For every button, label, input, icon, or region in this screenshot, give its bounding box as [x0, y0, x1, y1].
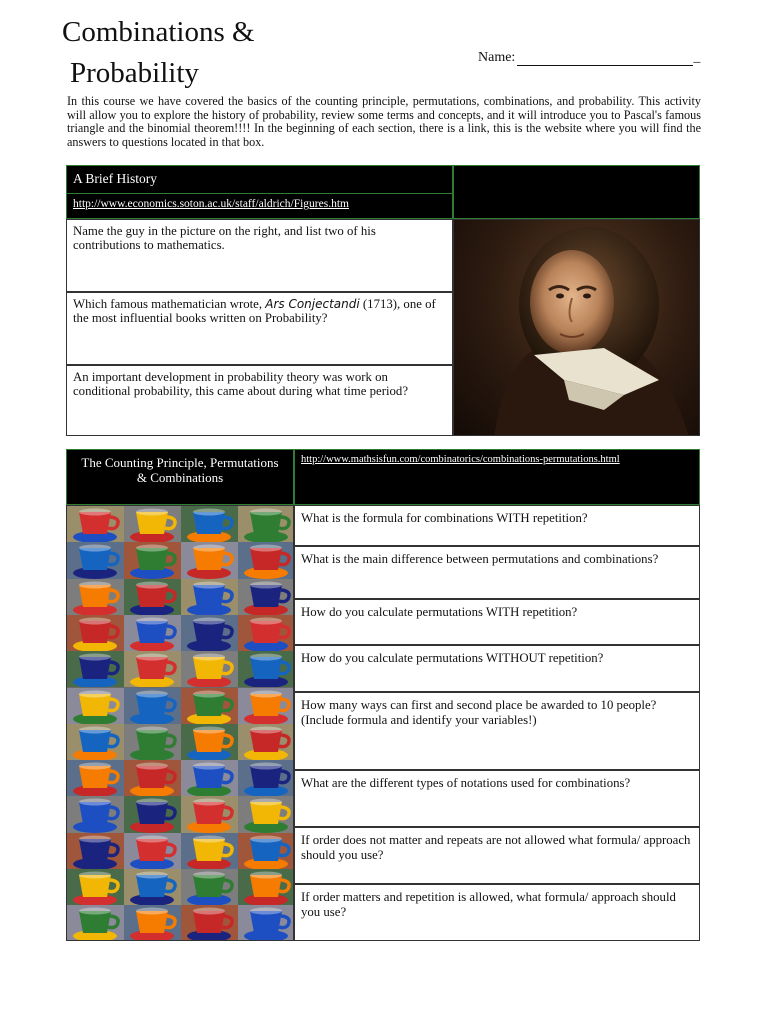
teacup-tile [238, 905, 294, 941]
teacup-tile [67, 579, 124, 615]
page-title [62, 12, 255, 94]
question-order-repetition[interactable]: If order matters and repetition is allowed, what formula/ approach should you use? [294, 884, 700, 941]
teacup-tile [238, 506, 294, 542]
teacup-tile [238, 542, 294, 578]
teacup-tile [181, 615, 238, 651]
section2-title: The Counting Principle, Permutations & Combinations [81, 455, 279, 485]
title-line-1: Combinations & [62, 16, 255, 48]
teacup-tile [238, 724, 294, 760]
teacup-tile [181, 724, 238, 760]
teacup-tile [124, 833, 181, 869]
teacup-tile [181, 651, 238, 687]
teacup-tile [238, 796, 294, 832]
teacup-tile [181, 905, 238, 941]
teacup-tile [67, 651, 124, 687]
teacup-tile [124, 905, 181, 941]
portrait-image [453, 219, 700, 436]
teacup-tile [67, 905, 124, 941]
intro-paragraph: In this course we have covered the basics of the counting principle, permutations, combinations, and probability. This activity will allow you to explore the history of probability, review some terms and concepts, and it will introduce you to Pascal's famous triangle and the binomial theorem!!!! In the beginning of each section, there is a link, this is the website where you will find the answers to questions located in that box. [67, 94, 701, 149]
teacup-tile [181, 869, 238, 905]
question-box-3[interactable]: An important development in probability theory was work on conditional probability, this came about during what time period? [66, 365, 453, 436]
teacup-tile [238, 615, 294, 651]
teacup-tile [124, 869, 181, 905]
section2-header [66, 449, 294, 505]
teacup-tile [181, 542, 238, 578]
teacup-tile [67, 833, 124, 869]
question-2-text-post: (1713), one of the most influential books written on Probability? [73, 297, 436, 325]
teacup-tile [238, 760, 294, 796]
teacups-image [66, 505, 294, 941]
teacup-tile [124, 615, 181, 651]
teacup-tile [67, 615, 124, 651]
teacup-tile [181, 760, 238, 796]
teacup-tile [238, 833, 294, 869]
teacup-tile [124, 542, 181, 578]
question-box-1[interactable]: Name the guy in the picture on the right, and list two of his contributions to mathematics. [66, 219, 453, 292]
section1-title: A Brief History [73, 171, 157, 186]
question-order-no-repeats[interactable]: If order does not matter and repeats are not allowed what formula/ approach should you use? [294, 827, 700, 884]
section-counting-principle [66, 449, 700, 941]
section1-link[interactable]: http://www.economics.soton.ac.uk/staff/aldrich/Figures.htm [73, 198, 349, 210]
name-label: Name: [478, 50, 516, 65]
teacup-tile [67, 724, 124, 760]
question-first-second-place[interactable]: How many ways can first and second place be awarded to 10 people? (Include formula and identify your variables!) [294, 692, 700, 770]
teacup-tile [181, 796, 238, 832]
teacup-tile [124, 506, 181, 542]
name-field[interactable] [517, 50, 693, 66]
teacup-tile [124, 651, 181, 687]
question-permutations-vs-combinations[interactable]: What is the main difference between permutations and combinations? [294, 546, 700, 599]
teacup-tile [124, 760, 181, 796]
teacup-tile [124, 579, 181, 615]
teacup-tile [124, 796, 181, 832]
book-title: Ars Conjectandi [265, 297, 360, 311]
teacup-tile [181, 506, 238, 542]
question-permutations-with-repetition[interactable]: How do you calculate permutations WITH repetition? [294, 599, 700, 645]
question-notations[interactable]: What are the different types of notations used for combinations? [294, 770, 700, 827]
section2-header-right [294, 449, 700, 505]
header-divider [67, 193, 452, 194]
teacup-tile [181, 579, 238, 615]
section2-link[interactable]: http://www.mathsisfun.com/combinatorics/combinations-permutations.html [301, 454, 620, 465]
teacup-tile [67, 760, 124, 796]
teacup-tile [238, 869, 294, 905]
name-row [478, 50, 700, 66]
teacup-tile [124, 688, 181, 724]
section1-header [66, 165, 453, 219]
teacup-tile [238, 579, 294, 615]
name-suffix: _ [693, 50, 701, 65]
section1-header-right [453, 165, 700, 219]
teacup-tile [67, 869, 124, 905]
question-box-2[interactable] [66, 292, 453, 365]
teacup-tile [67, 506, 124, 542]
teacup-tile [181, 833, 238, 869]
section-brief-history [66, 165, 700, 436]
question-2-text-pre: Which famous mathematician wrote, [73, 297, 266, 311]
teacup-tile [67, 542, 124, 578]
teacup-tile [67, 688, 124, 724]
teacup-tile [238, 651, 294, 687]
teacup-tile [238, 688, 294, 724]
question-permutations-without-repetition[interactable]: How do you calculate permutations WITHOUT repetition? [294, 645, 700, 692]
portrait-illustration [454, 220, 700, 436]
teacup-tile [124, 724, 181, 760]
title-line-2: Probability [70, 57, 199, 89]
teacup-tile [67, 796, 124, 832]
question-combinations-with-repetition[interactable]: What is the formula for combinations WITH repetition? [294, 505, 700, 546]
teacup-tile [181, 688, 238, 724]
